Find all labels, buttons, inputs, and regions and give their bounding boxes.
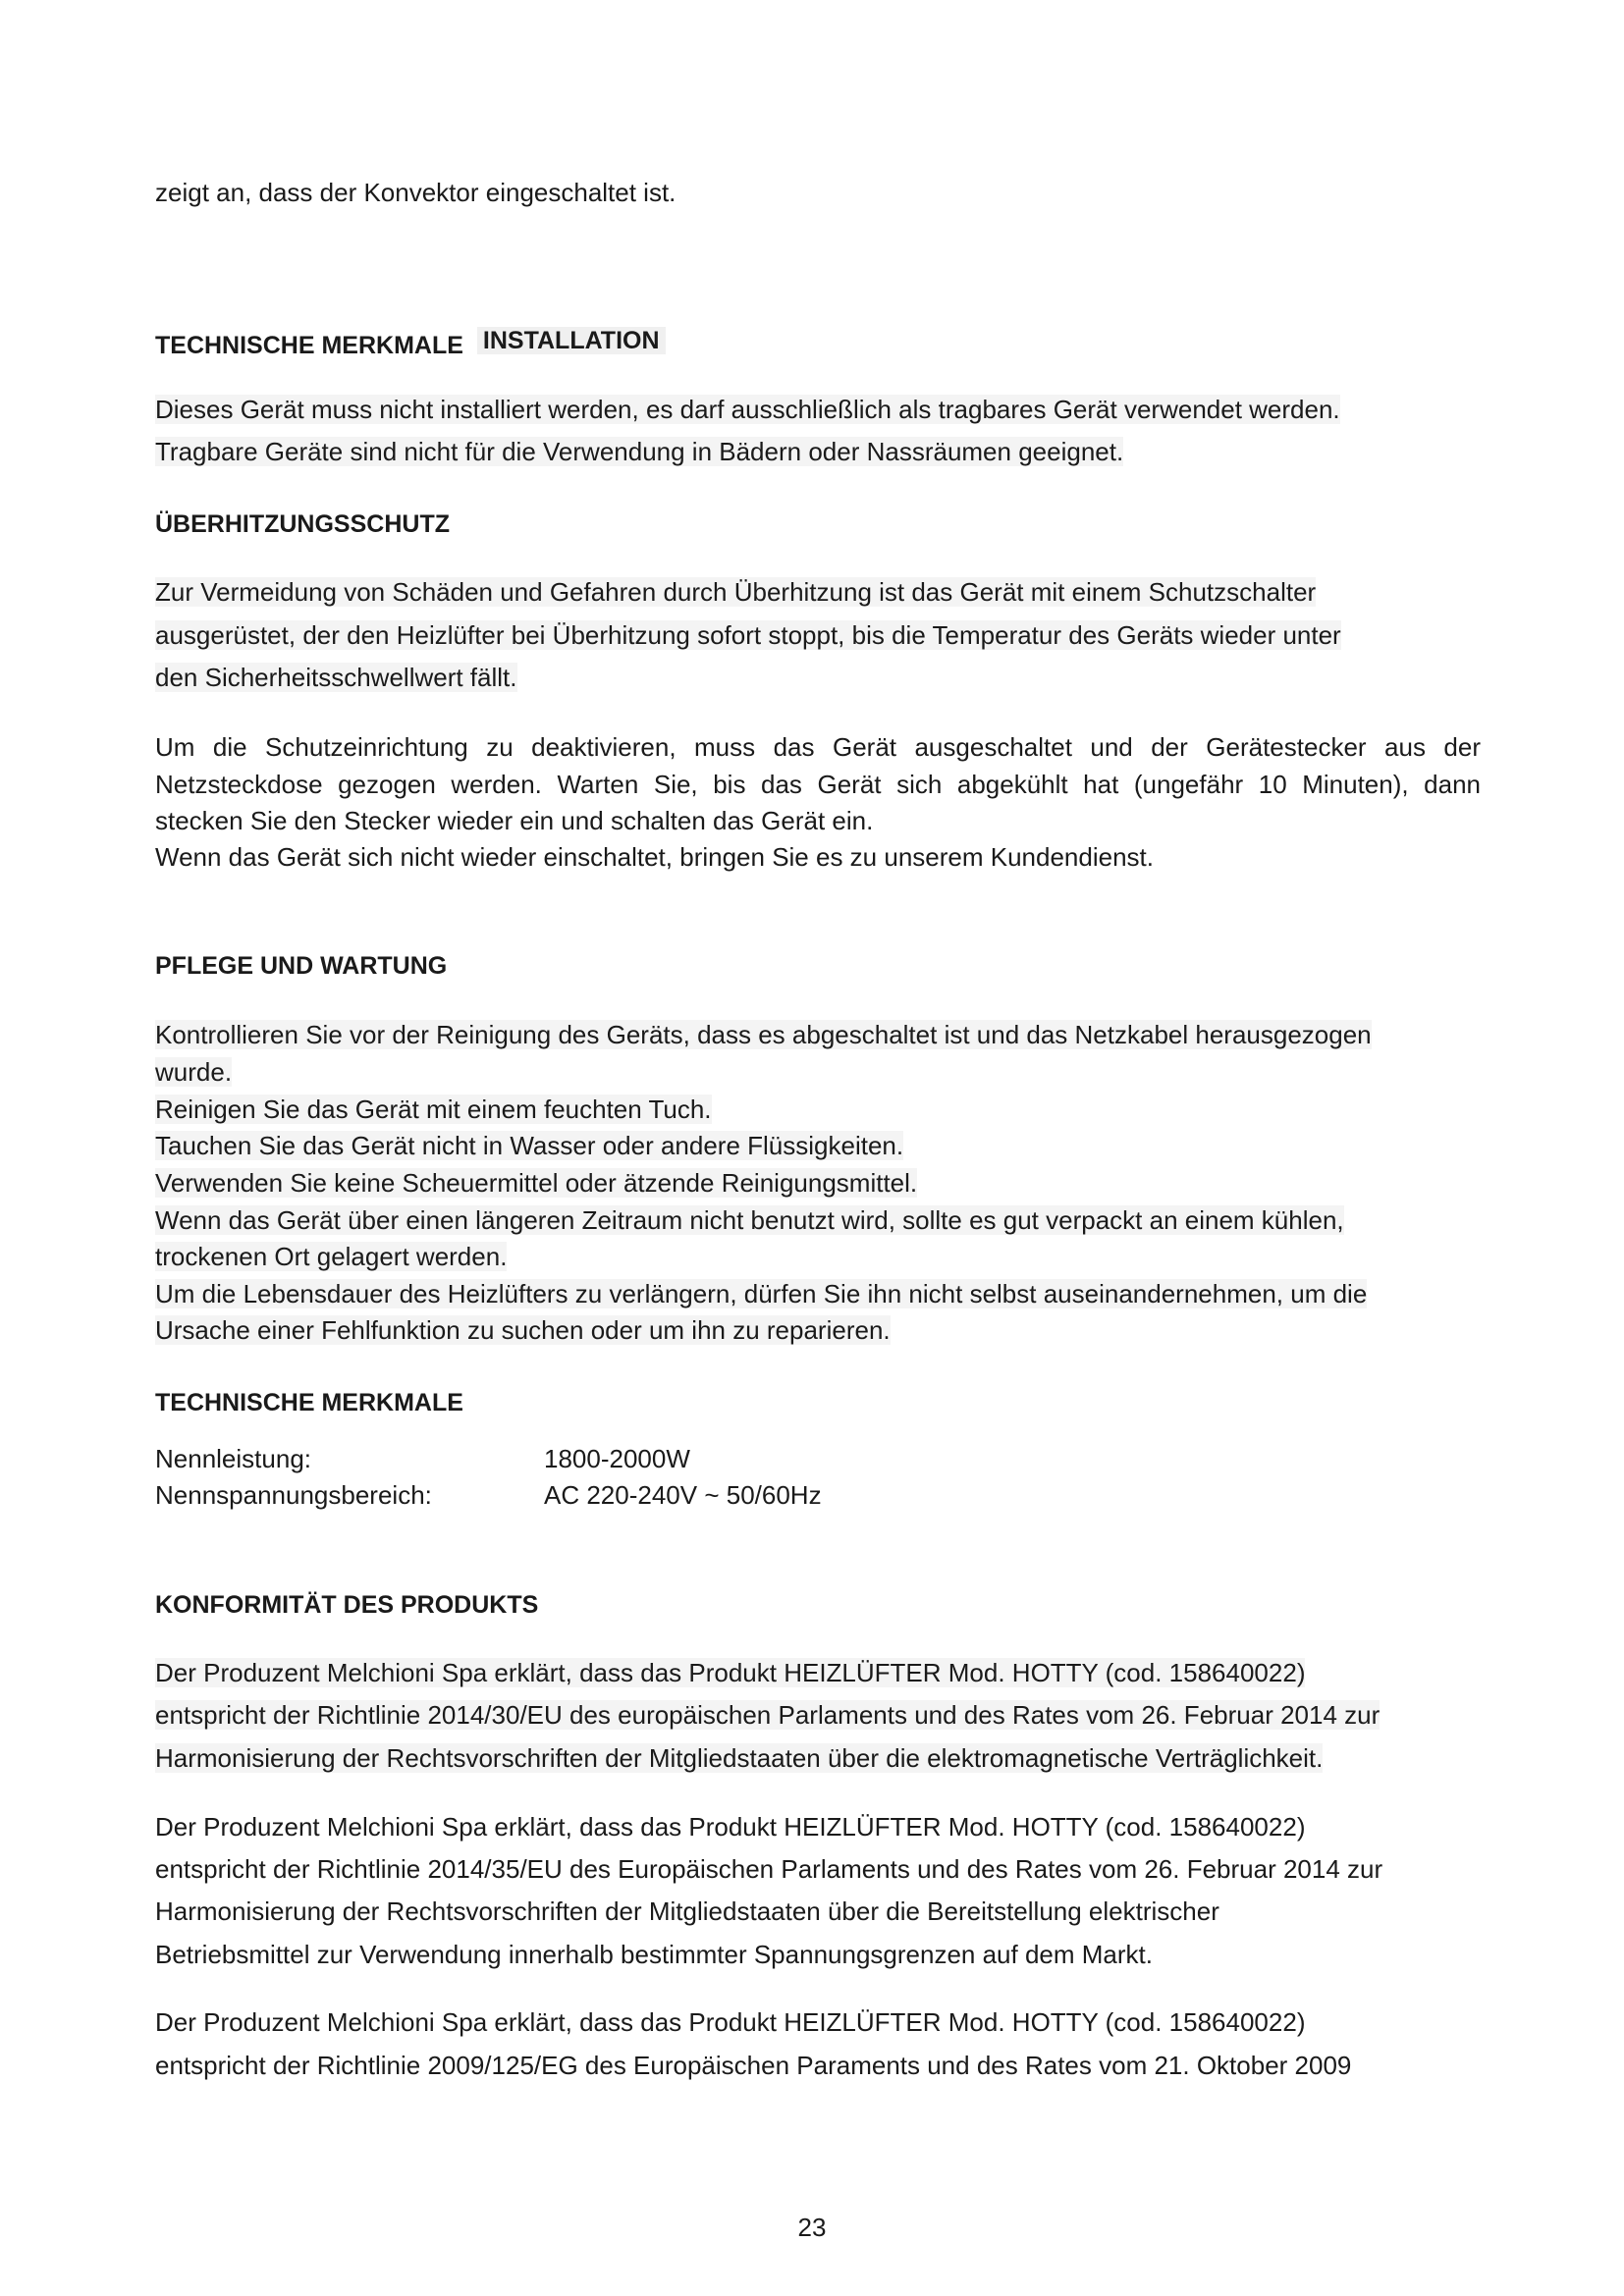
conformity-line: Der Produzent Melchioni Spa erklärt, dass das Produkt HEIZLÜFTER Mod. HOTTY (cod. 158640022) bbox=[155, 1812, 1306, 1842]
care-line: Reinigen Sie das Gerät mit einem feuchten Tuch. bbox=[155, 1095, 712, 1124]
care-line: Um die Lebensdauer des Heizlüfters zu verlängern, dürfen Sie ihn nicht selbst auseinandernehmen, um die bbox=[155, 1279, 1368, 1308]
conformity-line: entspricht der Richtlinie 2009/125/EG des Europäischen Paraments und des Rates vom 21. Oktober 2009 bbox=[155, 2051, 1352, 2080]
overheat-line: ausgerüstet, der den Heizlüfter bei Überhitzung sofort stoppt, bis die Temperatur des Geräts wieder unter bbox=[155, 620, 1341, 650]
spec-label: Nennleistung: bbox=[155, 1444, 311, 1473]
overheat-line: Um die Schutzeinrichtung zu deaktivieren, muss das Gerät ausgeschaltet und der Gerätestecker aus der bbox=[155, 732, 1481, 762]
care-line: wurde. bbox=[155, 1057, 233, 1087]
technical-features-heading-left: TECHNISCHE MERKMALE bbox=[155, 332, 463, 359]
overheat-line: den Sicherheitsschwellwert fällt. bbox=[155, 663, 517, 692]
care-line: Verwenden Sie keine Scheuermittel oder ätzende Reinigungsmittel. bbox=[155, 1168, 918, 1198]
spec-value: AC 220-240V ~ 50/60Hz bbox=[544, 1480, 822, 1510]
conformity-line: Harmonisierung der Rechtsvorschriften der Mitgliedstaaten über die Bereitstellung elektrischer bbox=[155, 1896, 1219, 1926]
installation-line: Dieses Gerät muss nicht installiert werden, es darf ausschließlich als tragbares Gerät verwendet werden. bbox=[155, 395, 1340, 424]
conformity-line: entspricht der Richtlinie 2014/35/EU des Europäischen Parlaments und des Rates vom 26. Februar 2014 zur bbox=[155, 1854, 1383, 1884]
conformity-line: entspricht der Richtlinie 2014/30/EU des europäischen Parlaments und des Rates vom 26. Februar 2014 zur bbox=[155, 1700, 1380, 1730]
specs-heading: TECHNISCHE MERKMALE bbox=[155, 1389, 463, 1416]
care-line: trockenen Ort gelagert werden. bbox=[155, 1242, 508, 1271]
spec-value: 1800-2000W bbox=[544, 1444, 690, 1473]
conformity-line: Betriebsmittel zur Verwendung innerhalb bestimmter Spannungsgrenzen auf dem Markt. bbox=[155, 1940, 1153, 1969]
overheat-line: Wenn das Gerät sich nicht wieder einschaltet, bringen Sie es zu unserem Kundendienst. bbox=[155, 842, 1154, 872]
spec-label: Nennspannungsbereich: bbox=[155, 1480, 432, 1510]
spec-row bbox=[155, 1477, 1137, 1514]
conformity-line: Der Produzent Melchioni Spa erklärt, dass das Produkt HEIZLÜFTER Mod. HOTTY (cod. 158640022) bbox=[155, 2007, 1306, 2037]
care-line: Ursache einer Fehlfunktion zu suchen oder um ihn zu reparieren. bbox=[155, 1315, 891, 1345]
spec-row bbox=[155, 1441, 1137, 1477]
conformity-line: Harmonisierung der Rechtsvorschriften der Mitgliedstaaten über die elektromagnetische Verträglichkeit. bbox=[155, 1743, 1324, 1773]
overheat-heading: ÜBERHITZUNGSSCHUTZ bbox=[155, 510, 450, 538]
installation-line: Tragbare Geräte sind nicht für die Verwendung in Bädern oder Nassräumen geeignet. bbox=[155, 437, 1124, 466]
conformity-heading: KONFORMITÄT DES PRODUKTS bbox=[155, 1591, 539, 1619]
overheat-line: Netzsteckdose gezogen werden. Warten Sie, bis das Gerät sich abgekühlt hat (ungefähr 10 Minuten), dann bbox=[155, 770, 1481, 799]
overheat-line: stecken Sie den Stecker wieder ein und schalten das Gerät ein. bbox=[155, 806, 874, 835]
installation-heading-row bbox=[155, 327, 666, 364]
page-number: 23 bbox=[797, 2213, 827, 2242]
intro-text: zeigt an, dass der Konvektor eingeschaltet ist. bbox=[155, 178, 677, 207]
overheat-line: Zur Vermeidung von Schäden und Gefahren durch Überhitzung ist das Gerät mit einem Schutzschalter bbox=[155, 577, 1317, 607]
care-line: Kontrollieren Sie vor der Reinigung des Geräts, dass es abgeschaltet ist und das Netzkabel herausgezogen bbox=[155, 1020, 1372, 1049]
care-heading: PFLEGE UND WARTUNG bbox=[155, 952, 448, 980]
conformity-line: Der Produzent Melchioni Spa erklärt, dass das Produkt HEIZLÜFTER Mod. HOTTY (cod. 158640022) bbox=[155, 1658, 1306, 1687]
care-line: Tauchen Sie das Gerät nicht in Wasser oder andere Flüssigkeiten. bbox=[155, 1131, 904, 1160]
installation-heading: INSTALLATION bbox=[477, 327, 666, 354]
care-line: Wenn das Gerät über einen längeren Zeitraum nicht benutzt wird, sollte es gut verpackt an einem kühlen, bbox=[155, 1205, 1344, 1235]
